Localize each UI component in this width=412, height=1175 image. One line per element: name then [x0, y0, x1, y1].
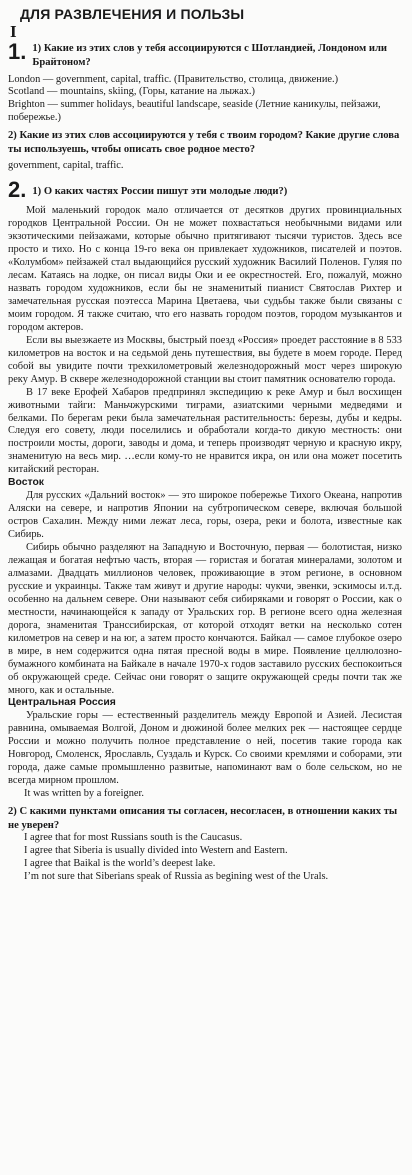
foreigner-note: It was written by a foreigner.	[24, 788, 145, 800]
town-text	[8, 205, 402, 477]
task-2-question-1: 1) О каких частях России пишут эти молодые люди?)	[32, 186, 288, 198]
task-1-question-2: 2) Какие из этих слов ассоциируются у тебя с твоим городом? Какие другие слова ты используешь, чтобы описать свое родное место?	[8, 130, 400, 155]
task-2	[8, 177, 402, 884]
answer-scotland: Scotland — mountains, skiing, (Горы, катание на лыжах.)	[8, 86, 255, 98]
section-title: ДЛЯ РАЗВЛЕЧЕНИЯ И ПОЛЬЗЫ	[20, 6, 245, 22]
paragraph: В 17 веке Ерофей Хабаров предпринял экспедицию к реке Амур и был восхищен животными тайги: Маньчжурскими тиграми, азиатскими черными медведями и белками. По берегам реки была замечательная растительность: березы, дубы и кедры. Следуя его совету, люди поселились и обработали когда-то дикую местность: они построили мосты, дороги, заводы и дома, и теперь производят черную и красную икру, знаменитую на весь мир. …если кому-то не нравится икра, он или она может посетить китайский ресторан.	[8, 386, 402, 476]
heading-vostok: Восток	[8, 477, 44, 489]
answer-london: London — government, capital, traffic. (Правительство, столица, движение.)	[8, 73, 339, 85]
paragraph: Если вы выезжаете из Москвы, быстрый поезд «Россия» проедет расстояние в 8 533 километров на восток и на седьмой день путешествия, вы будете в моем городе. Перед собой вы увидите почти трехкилометровый железнодорожный мост через широкую реку Амур. В сквере железнодорожной станции вы стоит памятник основателю города.	[8, 334, 402, 385]
task-1-answers	[8, 74, 402, 126]
task-2-question-2: 2) С какими пунктами описания ты согласен, несогласен, в отношении каких ты не уверен?	[8, 806, 398, 831]
task-1-question-1: 1) Какие из этих слов у тебя ассоциируются с Шотландией, Лондоном или Брайтоном?	[32, 43, 388, 68]
answer-brighton: Brighton — summer holidays, beautiful landscape, seaside (Летние каникулы, пейзажи, побережье.)	[8, 99, 381, 124]
agree-item: I’m not sure that Siberians speak of Russia as begining west of the Urals.	[24, 871, 329, 883]
task-1-answer-2: government, capital, traffic.	[8, 160, 124, 172]
paragraph: Уральские горы — естественный разделитель между Европой и Азией. Лесистая равнина, омываемая Волгой, Доном и дюжиной более мелких рек — настоящее сердце России и можно получить полное представление о ней, посетив такие города как Новгород, Смоленск, Ярославль, Суздаль и Курск. Со своими кремлями и соборами, эти города, даже самые промышленно развитые, напоминают вам о боле сельском, но не всегда мирном прошлом.	[8, 710, 402, 787]
agree-item: I agree that Siberia is usually divided into Western and Eastern.	[24, 845, 288, 857]
task-1	[8, 39, 402, 173]
agree-item: I agree that for most Russians south is the Caucasus.	[24, 832, 243, 844]
part-roman-numeral: I	[10, 22, 17, 42]
task-1-number: 1.	[8, 39, 27, 65]
agree-item: I agree that Baikal is the world’s deepest lake.	[24, 858, 216, 870]
paragraph: Для русских «Дальний восток» — это широкое побережье Тихого Океана, напротив Аляски на севере, и напротив Японии на субтропическом севере, включая большой остров Сахалин. Между ними лежат леса, горы, озера, реки и болота, известные как Сибирь.	[8, 490, 402, 541]
paragraph: Мой маленький городок мало отличается от десятков других провинциальных городков Центральной России. Он не может похвастаться необычными видами или экзотическими пейзажами, которые обычно притягивают тысячи туристов. Здесь все просто и тихо. Но с конца 19-го века он привлекает художников, писателей и поэтов. «Колумбом» пейзажей стал выдающийся русский художник Василий Поленов. Гуляя по лесам. Катаясь на лодке, он писал виды Оки и ее окрестностей. Его, пожалуй, можно назвать городом художников, если бы не знаменитый пианист Святослав Рихтер и замечательная русская поэтесса Марина Цветаева, чьи судьбы также были связаны с моим городом. Я также считаю, что его назвать городом поэтов, городом музыкантов и городом актеров.	[8, 205, 402, 333]
task-2-number: 2.	[8, 177, 27, 203]
heading-central-russia: Центральная Россия	[8, 697, 116, 709]
paragraph: Сибирь обычно разделяют на Западную и Восточную, первая — болотистая, низко лежащая и богатая нефтью часть, вторая — гористая и богатая минералами, золотом и алмазами. Двадцать миллионов человек, проживающие в этом регионе, в основном русские и украинцы. Также там живут и другие народы: чукчи, эвенки, эскимосы и.т.д. особенно на дальнем севере. Они называют себя сибиряками и говорят о России, как о местности, начинающейся к западу от Уральских гор. В регионе всего одна железная дорога, знаменитая Транссибирская, от которой отходят ветки на несколько сотен километров на север и на юг, а затем просто кончаются. Байкал — самое глубокое озеро в мире, в нем содержится одна пятая пресной воды в мире. Появление целлюлозно-бумажного комбината на Байкале в начале 1970-х годов заставило русских беспокоиться об окружающей среде. Сейчас они говорят о защите окружающей среды почти так же много, как и остальные.	[8, 542, 402, 696]
agree-list	[8, 832, 402, 884]
